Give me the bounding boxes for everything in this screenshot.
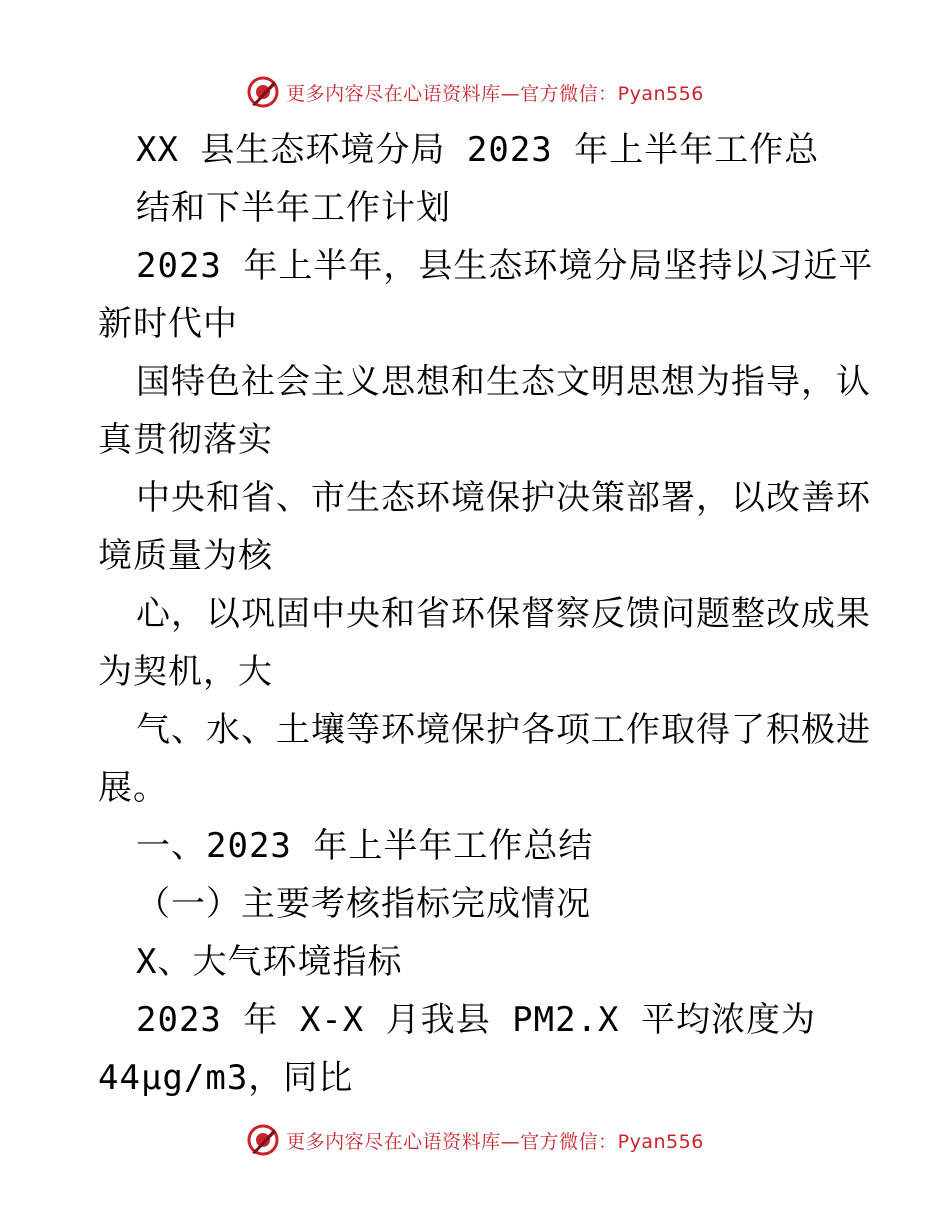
paragraph-line: 国特色社会主义思想和生态文明思想为指导，认	[136, 362, 871, 402]
paragraph-line: 为契机，大	[98, 652, 273, 692]
subsection-heading: （一）主要考核指标完成情况	[136, 884, 591, 924]
watermark-text: 更多内容尽在心语资料库—官方微信：Pyan556	[286, 82, 704, 105]
paragraph-line: 展。	[98, 768, 168, 808]
paragraph-line: 新时代中	[98, 304, 238, 344]
paragraph-line: 44μg/m3，同比	[98, 1058, 354, 1098]
header-watermark	[0, 70, 950, 114]
paragraph-line: 真贯彻落实	[98, 420, 273, 460]
footer-watermark	[0, 1118, 950, 1162]
paragraph-line: 2023 年 X-X 月我县 PM2.X 平均浓度为	[136, 1000, 816, 1040]
title-line-2: 结和下半年工作计划	[136, 188, 451, 228]
item-heading: X、大气环境指标	[136, 942, 403, 982]
section-heading: 一、2023 年上半年工作总结	[136, 826, 594, 866]
quill-logo-icon	[246, 1123, 280, 1157]
paragraph-line: 气、水、土壤等环境保护各项工作取得了积极进	[136, 710, 871, 750]
watermark-text: 更多内容尽在心语资料库—官方微信：Pyan556	[286, 1130, 704, 1153]
paragraph-line: 中央和省、市生态环境保护决策部署，以改善环	[136, 478, 871, 518]
paragraph-line: 境质量为核	[98, 536, 273, 576]
paragraph-line: 心，以巩固中央和省环保督察反馈问题整改成果	[136, 594, 871, 634]
paragraph-line: 2023 年上半年，县生态环境分局坚持以习近平	[136, 246, 874, 286]
title-line-1: XX 县生态环境分局 2023 年上半年工作总	[136, 130, 820, 170]
quill-logo-icon	[246, 75, 280, 109]
